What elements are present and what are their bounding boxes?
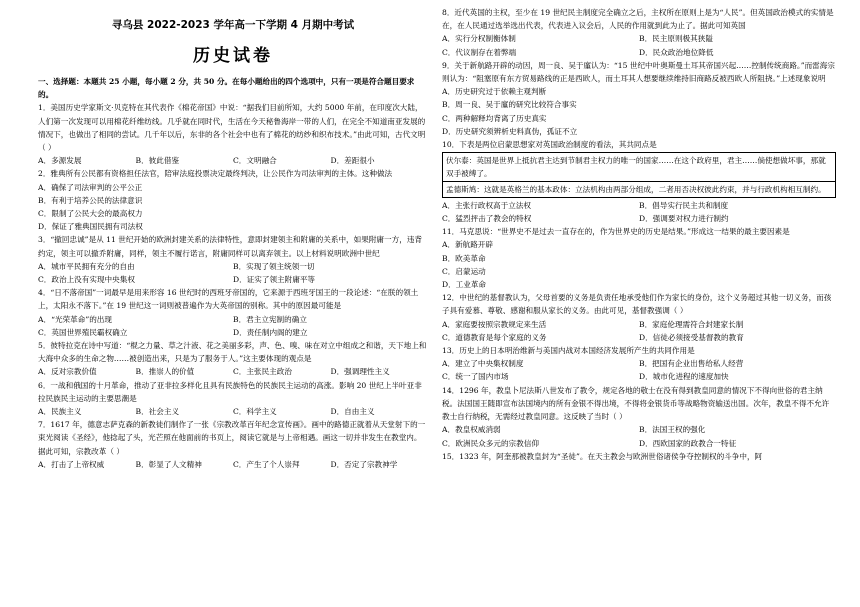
question xyxy=(442,6,836,59)
answer-options xyxy=(38,154,428,167)
option: B．法国王权的强化 xyxy=(639,425,706,435)
option: D．民众政治地位降低 xyxy=(639,47,714,57)
right-question-list-b xyxy=(442,225,836,463)
answer-options xyxy=(38,260,428,286)
option: B．倡导实行民主共和制度 xyxy=(639,200,729,210)
option: D．信徒必须接受基督教的教育 xyxy=(639,332,744,342)
question-stem: 13．历史上的日本明治维新与美国内战对本国经济发展所产生的共同作用是 xyxy=(442,346,695,356)
option: C．欧洲民众多元的宗教信仰 xyxy=(442,438,539,448)
question xyxy=(38,339,428,379)
option: B．有利于培养公民的法律意识 xyxy=(38,195,143,205)
option: C．启蒙运动 xyxy=(442,266,486,276)
option: D．强调要对权力进行制约 xyxy=(639,214,729,224)
left-column xyxy=(38,6,428,471)
option: D．工业革命 xyxy=(442,280,487,290)
answer-options xyxy=(442,238,836,291)
option: D．责任制内阁的建立 xyxy=(233,327,308,337)
answer-options xyxy=(442,423,836,449)
option: C．两种解释均背离了历史真实 xyxy=(442,113,547,123)
option: C．产生了个人崇拜 xyxy=(233,459,300,469)
option: C．科学主义 xyxy=(233,407,277,417)
option: C．主张民主政治 xyxy=(233,367,292,377)
viewpoint-row-voltaire: 伏尔泰：英国是世界上抵抗君主达到节制君主权力的唯一的国家……在这个政府里，君主……倘使想做坏事，那就双手被缚了。 xyxy=(446,156,826,179)
question xyxy=(38,167,428,233)
question xyxy=(38,286,428,339)
question-stem: 9．关于新航路开辟的动因，周一良、吴于廑认为：“15 世纪中叶奥斯曼土耳其帝国兴起……控制传统商路。”而雷海宗则认为：“阻塞原有东方贸易路线的正是西欧人，而土耳其人想要继续维持旧商路反被西欧人所阻挠。”上述现象说明 xyxy=(442,60,835,84)
exam-subtitle: 历史试卷 xyxy=(193,46,273,66)
question-stem: 15．1323 年，阿奎那被教皇封为“圣徒”。在天主教会与欧洲世俗诸侯争夺控制权的斗争中，阿 xyxy=(442,451,763,461)
option: B．推崇人的价值 xyxy=(135,367,195,377)
question-stem: 3．“撤回忠诚”是从 11 世纪开始的欧洲封建关系的法律特性，意即封建领主和附庸的关系中，如果附庸一方，违背约定，领主可以撤乔附庸，同样，领主不履行诺言，附庸同样可以离弃领主。以上材料说明欧洲中世纪 xyxy=(38,235,422,258)
question-stem: 6．一战和俄国的十月革命，推动了亚非拉多样化且具有民族特色的民族民主运动的高涨。影响 20 世纪上半叶亚非拉民族民主运动的主要思潮是 xyxy=(38,380,422,403)
option: B．家庭伦理需符合封建家长制 xyxy=(639,319,744,329)
right-column xyxy=(442,6,836,463)
option: C．统一了国内市场 xyxy=(442,372,509,382)
option: A．“光荣革命”的出现 xyxy=(38,314,112,324)
option: C．代议制存在着弊端 xyxy=(442,47,517,57)
option: A．新航路开辟 xyxy=(442,240,494,250)
question xyxy=(442,344,836,384)
option: D．差距很小 xyxy=(330,156,375,166)
option: B．把国有企业出售给私人经营 xyxy=(639,359,744,369)
option: A．确保了司法审判的公平公正 xyxy=(38,182,143,192)
question xyxy=(442,225,836,291)
option: A．历史研究过于依赖主观判断 xyxy=(442,87,547,97)
viewpoint-row-montesquieu xyxy=(443,181,835,196)
option: D．证实了领主附庸平等 xyxy=(233,275,316,285)
right-question-list-a xyxy=(442,6,836,138)
option: D．保证了雅典国民拥有司法权 xyxy=(38,222,143,232)
option: A．家庭要按照宗教规定来生活 xyxy=(442,319,547,329)
answer-options xyxy=(442,199,836,225)
answer-options xyxy=(38,181,428,234)
exam-title: 寻乌县 2022-2023 学年高一下学期 4 月期中考试 xyxy=(111,19,355,31)
option: C．道德教育是每个家庭的义务 xyxy=(442,332,547,342)
question xyxy=(442,291,836,344)
question-stem: 4．“日不落帝国”一词最早是用来形容 16 世纪时的西班牙帝国的，它来源于西班牙国王的一段论述：“在朕的领土上，太阳永不落下。”在 19 世纪这一词则被普遍作为大英帝国的别称。其中的原因最可能是 xyxy=(38,288,419,311)
option: B．民主原则极其狭隘 xyxy=(639,34,713,44)
option: D．城市化进程的速度加快 xyxy=(639,372,729,382)
option: A．教皇权威消弱 xyxy=(442,425,501,435)
option: A．建立了中央集权制度 xyxy=(442,359,524,369)
option: A．多源发展 xyxy=(38,156,82,166)
question xyxy=(442,450,836,463)
answer-options xyxy=(38,365,428,378)
question-stem: 8．近代英国的主权，至少在 19 世纪民主制度完全确立之后，主权所在原则上是为“人民”。但英国政治模式的实情是在，在人民通过选举选出代表，代表进入议会后，人民的作用就到此为止了。据此可知英国 xyxy=(442,8,834,31)
question-stem: 2．雅典所有公民都有资格担任法官，陪审法庭投票决定最终判决，让公民作为司法审判的主体。这种做法 xyxy=(38,169,393,179)
answer-options xyxy=(442,85,836,138)
answer-options xyxy=(38,458,428,471)
answer-options xyxy=(38,313,428,339)
answer-options xyxy=(442,32,836,58)
answer-options xyxy=(442,318,836,344)
option: A．反对宗教价值 xyxy=(38,367,97,377)
option: A．实行分权制衡体制 xyxy=(442,34,516,44)
left-question-list xyxy=(38,101,428,471)
question-stem: 5．彼特拉克在诗中写道：“棍之力量、草之汁液、花之美丽多彩，声、色、嗅、味在对立中组成之和谐，天下地上和大海中众多的生命之物……被创造出来，只是为了服务于人。”这主要体现的观点是 xyxy=(38,341,427,364)
option: B．君主立宪制的确立 xyxy=(233,314,307,324)
question xyxy=(38,233,428,286)
question xyxy=(38,101,428,167)
option: A．城市平民拥有充分的自由 xyxy=(38,261,135,271)
question-stem: 1．美国历史学家斯文·贝克特在其代表作《棉花帝国》中说：“据我们目前所知，大约 5000 年前，在印度次大陆，人们第一次发现可以用棉花纤维纺线。几乎就在同时代，生活在今天秘鲁海岸一带的人们，在完全不知道南亚发展的情况下，也做出了相同的尝试。几千年以后，东非的各个社会中也有了棉花的纺纱和织布技术。”由此可知，古代文明（ ） xyxy=(38,103,426,153)
option: B．欧美革命 xyxy=(442,253,486,263)
option: C．文明融合 xyxy=(233,156,277,166)
question-stem: 7．1617 年，德意志萨克森的新教徒们制作了一张《宗教改革百年纪念宣传画》。画中的路德正就着从天堂射下的一束光阅读《圣经》，他捻起了头，光芒照在他面前的书页上，阅读它就是与上帝相遇。画这一切并非发生在教堂内。据此可知，宗教改革（ ） xyxy=(38,420,426,456)
section-heading: 一、选择题：本题共 25 小题，每小题 2 分，共 50 分。在每小题给出的四个选项中，只有一项是符合题目要求的。 xyxy=(38,77,415,100)
question-stem: 14．1296 年，教皇卜尼法斯八世发布了教令，规定各地的敬士在没有得到教皇同意的情况下不得向世俗的君主纳税。法国国王随即宣布法国境内的所有金银不得出境，不得将金银货币等战略物资输送出国。次年，教皇不得不允许教士自行纳税，无需经过教皇同意。这反映了当时（ ） xyxy=(442,385,830,422)
answer-options xyxy=(38,405,428,418)
viewpoint-table xyxy=(442,152,836,198)
question xyxy=(442,384,836,450)
option: D．西欧国家的政教合一特征 xyxy=(639,438,737,448)
option: B．周一良、吴于廑的研究比较符合事实 xyxy=(442,100,577,110)
option: D．强调理性主义 xyxy=(330,367,390,377)
question-stem: 12．中世纪的基督教认为，父母首要的义务是负责任地承受他们作为家长的身份，这个义务超过其他一切义务，而孩子具有爱慕、尊敬、感谢和服从家长的义务。由此可见，基督教强调（ ） xyxy=(442,293,832,316)
answer-options xyxy=(442,357,836,383)
option: D．否定了宗教神学 xyxy=(330,459,398,469)
option: B．彰显了人文精神 xyxy=(135,459,202,469)
option: C．英国世界殖民霸权确立 xyxy=(38,327,128,337)
option: D．自由主义 xyxy=(330,407,375,417)
viewpoint-text: 孟德斯鸠：这就是英格兰的基本政体：立法机构由两部分组成，二者用否决权彼此约束，并与行政机构相互制约。 xyxy=(446,184,826,194)
option: B．实现了领主统领一切 xyxy=(233,261,315,271)
question xyxy=(442,59,836,138)
option: A．民族主义 xyxy=(38,407,82,417)
option: A．打击了上帝权威 xyxy=(38,459,105,469)
option: C．猛烈抨击了教会的特权 xyxy=(442,214,532,224)
question-stem: 11．马克思说：“世界史不是过去一直存在的，作为世界史的历史是结果。”形成这一结果的最主要因素是 xyxy=(442,227,790,237)
question-stem: 10．下表是两位启蒙思想家对英国政治制度的看法，其共同点是 xyxy=(442,140,657,150)
option: D．历史研究须辨析史料真伪，孤证不立 xyxy=(442,126,578,136)
option: B．彼此借鉴 xyxy=(135,156,180,166)
question-10 xyxy=(442,138,836,225)
option: C．限制了公民大会的最高权力 xyxy=(38,209,143,219)
option: A．主张行政权高于立法权 xyxy=(442,200,532,210)
option: B．社会主义 xyxy=(135,407,180,417)
option: C．政治上没有实现中央集权 xyxy=(38,275,135,285)
question xyxy=(38,418,428,471)
question xyxy=(38,379,428,419)
